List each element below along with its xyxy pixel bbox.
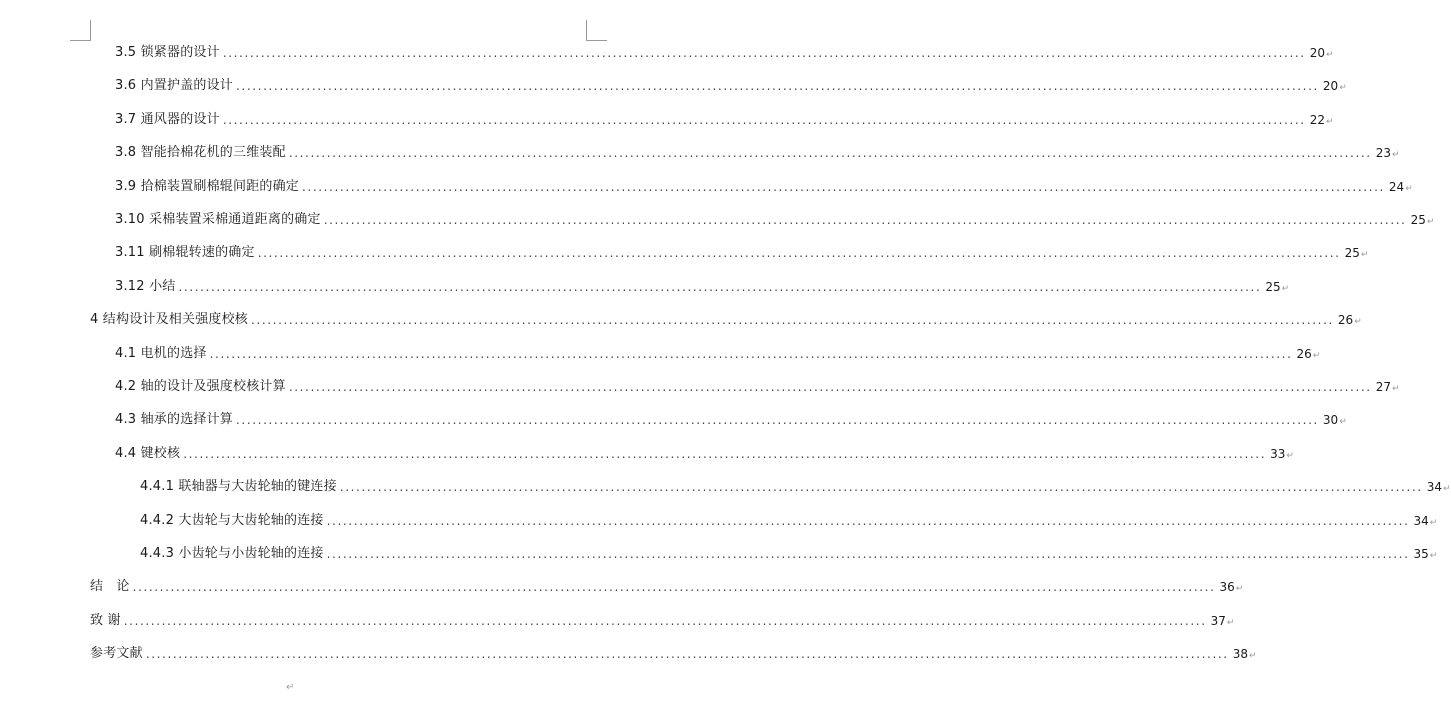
toc-entry-title: 4 结构设计及相关强度校核 (90, 312, 249, 328)
toc-dot-leader: ........................................................................................................................................................................................................ (326, 547, 1410, 561)
toc-entry[interactable] (115, 76, 1347, 96)
toc-entry-title: 3.9 拾棉装置刷棉辊间距的确定 (115, 178, 300, 194)
toc-entry-page-number: 25 (1344, 246, 1360, 261)
toc-entry-title: 3.5 锁紧器的设计 (115, 45, 220, 60)
toc-entry-page-number: 20 (1322, 79, 1339, 94)
toc-entry[interactable] (90, 577, 1244, 597)
toc-dot-leader: ........................................................................................................................................................................................................ (323, 213, 1407, 227)
paragraph-mark-icon: ↵ (1281, 283, 1290, 294)
toc-dot-leader: ........................................................................................................................................................................................................ (326, 513, 1410, 528)
toc-entry-title: 3.8 智能拾棉花机的三维装配 (115, 145, 286, 161)
toc-entry[interactable] (115, 410, 1347, 430)
toc-entry[interactable] (115, 210, 1435, 230)
toc-entry-title: 4.1 电机的选择 (115, 345, 207, 361)
toc-entry-title: 3.11 刷棉辊转速的确定 (115, 245, 255, 261)
paragraph-mark-icon: ↵ (1325, 50, 1334, 60)
toc-entry[interactable] (90, 310, 1362, 330)
toc-entry-title: 结 论 (90, 579, 130, 595)
toc-entry[interactable] (140, 477, 1451, 497)
toc-dot-leader: ........................................................................................................................................................................................................ (236, 413, 1319, 428)
paragraph-mark-icon: ↵ (1312, 350, 1321, 361)
paragraph-mark-icon: ↵ (1339, 83, 1347, 94)
paragraph-mark-icon: ↵ (1325, 116, 1334, 127)
toc-entry-page-number: 34 (1426, 480, 1442, 495)
toc-entry-title: 4.3 轴承的选择计算 (115, 412, 234, 428)
toc-dot-leader: ........................................................................................................................................................................................................ (251, 313, 1334, 328)
toc-dot-leader: ........................................................................................................................................................................................................ (222, 46, 1306, 60)
toc-entry-title: 3.7 通风器的设计 (115, 111, 220, 127)
toc-dot-leader: ........................................................................................................................................................................................................ (132, 580, 1216, 595)
toc-entry[interactable] (115, 177, 1413, 197)
toc-entry[interactable] (115, 243, 1369, 263)
toc-entry-page-number: 20 (1309, 46, 1325, 60)
toc-entry-page-number: 25 (1265, 279, 1281, 294)
toc-entry-title: 3.6 内置护盖的设计 (115, 78, 234, 94)
paragraph-mark-icon: ↵ (1426, 217, 1435, 227)
toc-entry-page-number: 22 (1309, 112, 1325, 127)
toc-entry-title: 4.4.2 大齿轮与大齿轮轴的连接 (140, 512, 324, 528)
toc-dot-leader: ........................................................................................................................................................................................................ (288, 380, 1372, 394)
toc-dot-leader: ........................................................................................................................................................................................................ (222, 112, 1306, 127)
paragraph-mark-icon: ↵ (1405, 183, 1413, 194)
toc-dot-leader: ........................................................................................................................................................................................................ (209, 346, 1293, 361)
paragraph-mark-icon: ↵ (1442, 484, 1451, 495)
toc-entry-title: 4.4 键校核 (115, 445, 181, 461)
paragraph-mark-icon: ↵ (1391, 150, 1400, 161)
paragraph-mark-icon: ↵ (1360, 250, 1369, 261)
paragraph-mark-icon: ↵ (1391, 384, 1400, 394)
toc-dot-leader: ........................................................................................................................................................................................................ (123, 613, 1207, 628)
toc-dot-leader: ........................................................................................................................................................................................................ (178, 279, 1262, 294)
toc-entry-page-number: 26 (1337, 313, 1354, 328)
toc-dot-leader: ........................................................................................................................................................................................................ (302, 179, 1385, 194)
toc-entry-page-number: 36 (1219, 580, 1235, 595)
toc-entry-page-number: 24 (1388, 179, 1405, 194)
paragraph-mark-icon: ↵ (1235, 584, 1244, 595)
paragraph-mark-icon: ↵ (286, 682, 295, 693)
toc-entry-page-number: 38 (1232, 647, 1248, 662)
toc-entry-page-number: 26 (1296, 346, 1312, 361)
toc-entry[interactable] (140, 511, 1438, 531)
toc-entry-title: 参考文献 (90, 646, 143, 662)
toc-dot-leader: ........................................................................................................................................................................................................ (145, 647, 1229, 662)
toc-entry-page-number: 27 (1375, 380, 1391, 394)
toc-entry[interactable] (115, 143, 1400, 163)
paragraph-mark-icon: ↵ (1429, 551, 1438, 561)
toc-entry[interactable] (115, 277, 1290, 297)
toc-entry-page-number: 30 (1322, 413, 1339, 428)
paragraph-mark-icon: ↵ (1354, 317, 1362, 328)
toc-dot-leader: ........................................................................................................................................................................................................ (236, 79, 1319, 94)
toc-entry-title: 4.4.3 小齿轮与小齿轮轴的连接 (140, 546, 324, 561)
toc-entry-title: 3.10 采棉装置采棉通道距离的确定 (115, 212, 321, 227)
toc-dot-leader: ........................................................................................................................................................................................................ (339, 480, 1423, 495)
toc-entry-page-number: 33 (1270, 446, 1286, 461)
paragraph-mark-icon: ↵ (1339, 417, 1347, 428)
toc-entry[interactable] (115, 444, 1294, 464)
toc-entry-title: 致 谢 (90, 612, 121, 628)
toc-entry[interactable] (90, 611, 1235, 631)
page-corner-mark-top-right (586, 20, 607, 41)
toc-entry-page-number: 23 (1375, 146, 1391, 161)
toc-dot-leader: ........................................................................................................................................................................................................ (257, 246, 1341, 261)
toc-entry[interactable] (140, 544, 1438, 564)
toc-entry-page-number: 37 (1210, 613, 1226, 628)
toc-entry-page-number: 34 (1413, 513, 1429, 528)
page-corner-mark-top-left (70, 20, 91, 41)
toc-entry-title: 4.4.1 联轴器与大齿轮轴的键连接 (140, 479, 337, 495)
paragraph-mark-icon: ↵ (1226, 617, 1235, 628)
toc-entry[interactable] (115, 377, 1400, 397)
toc-dot-leader: ........................................................................................................................................................................................................ (183, 446, 1267, 461)
paragraph-mark-icon: ↵ (1248, 651, 1257, 662)
toc-entry-page-number: 35 (1413, 547, 1429, 561)
toc-entry[interactable] (115, 43, 1334, 63)
toc-entry-title: 3.12 小结 (115, 278, 176, 294)
toc-entry[interactable] (90, 644, 1257, 664)
toc-entry-title: 4.2 轴的设计及强度校核计算 (115, 379, 286, 394)
toc-entry[interactable] (115, 344, 1321, 364)
toc-dot-leader: ........................................................................................................................................................................................................ (288, 146, 1372, 161)
paragraph-mark-icon: ↵ (1286, 450, 1294, 461)
toc-entry-page-number: 25 (1410, 213, 1426, 227)
paragraph-mark-icon: ↵ (1429, 517, 1438, 528)
toc-entry[interactable] (115, 110, 1334, 130)
